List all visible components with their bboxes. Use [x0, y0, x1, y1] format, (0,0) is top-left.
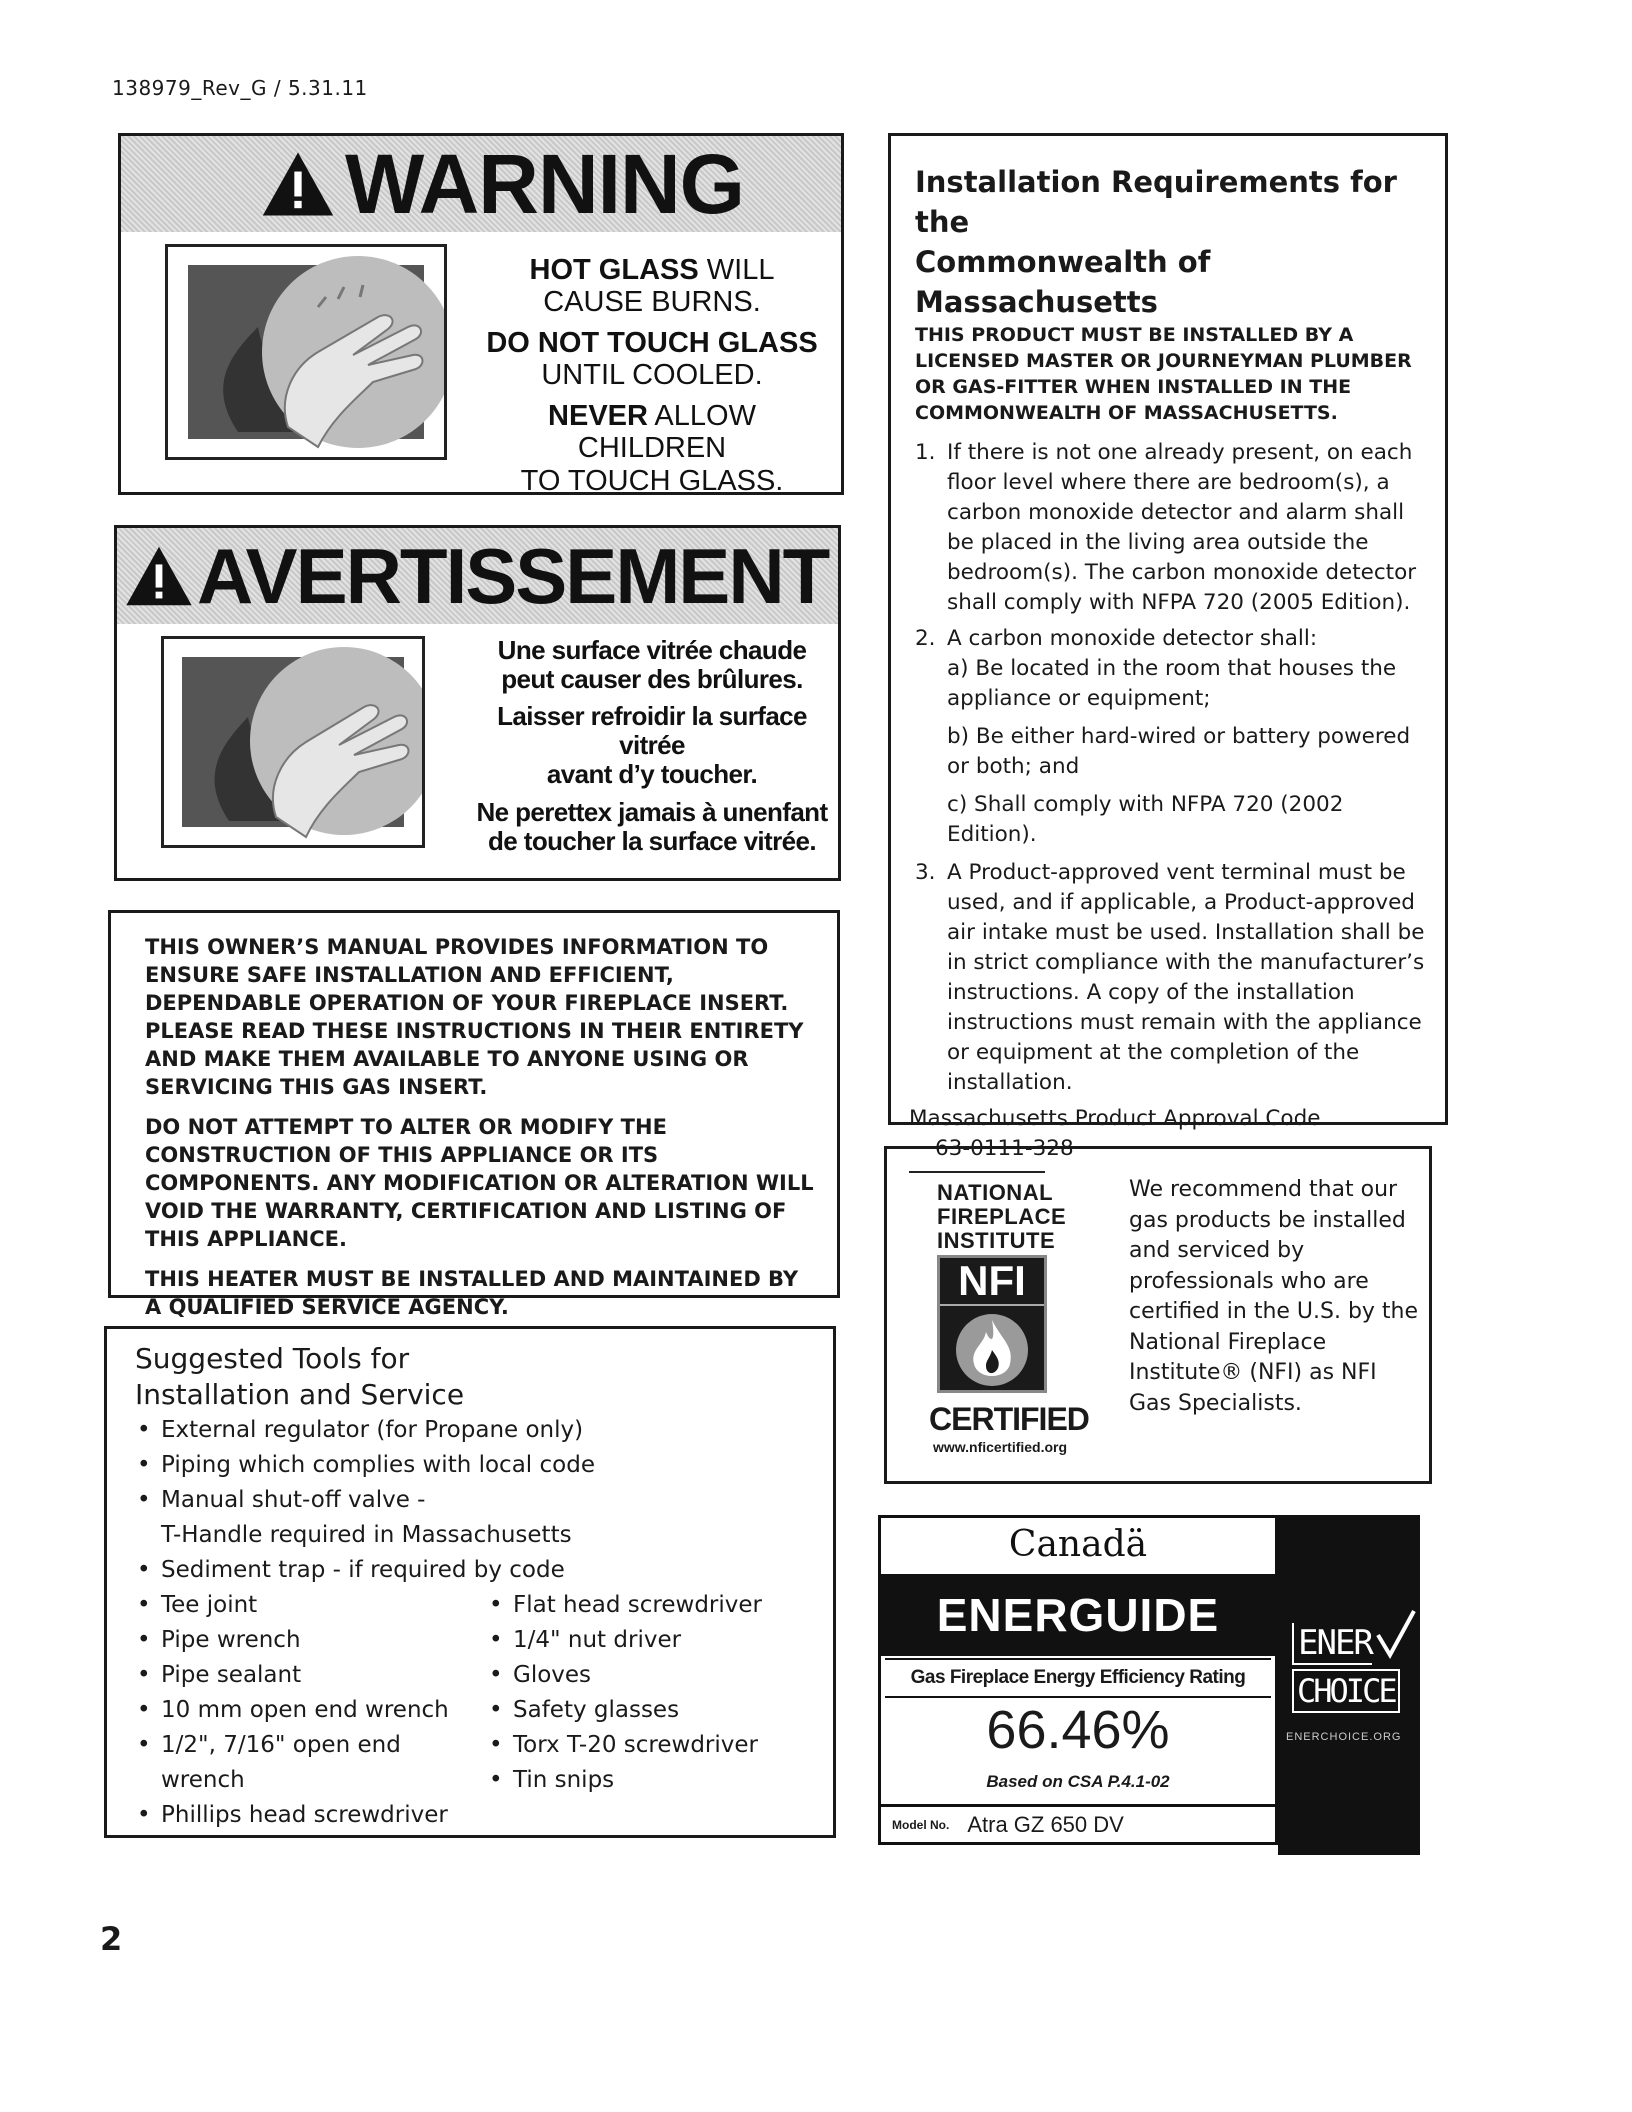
sub-item: a) Be located in the room that houses the appliance or equipment;: [947, 656, 1397, 711]
list-item: [915, 438, 1425, 618]
approval-code: 63-0111-328: [935, 1136, 1074, 1161]
sub-item: b) Be either hard-wired or battery powered or both; and: [947, 724, 1411, 779]
notice-paragraph-3: THIS HEATER MUST BE INSTALLED AND MAINTAINED BY A QUALIFIED SERVICE AGENCY.: [145, 1267, 799, 1319]
warn-line-1: WILL: [698, 254, 775, 286]
avertissement-title: AVERTISSEMENT: [197, 532, 829, 620]
warning-text-en: [477, 254, 827, 505]
sub-item: c) Shall comply with NFPA 720 (2002 Edition).: [947, 792, 1344, 847]
co-detector-sublist: [947, 654, 1425, 850]
efficiency-rating: 66.46%: [986, 1700, 1170, 1760]
model-row: [878, 1804, 1278, 1842]
fr-line-2: peut causer des brûlures.: [501, 664, 803, 695]
warn-line-5: ALLOW CHILDREN: [577, 399, 756, 465]
list-item: • 1/4" nut driver: [487, 1623, 762, 1658]
nfi-rule: [909, 1171, 1045, 1173]
nfi-certification-box: [884, 1146, 1432, 1484]
notice-paragraph-1: THIS OWNER’S MANUAL PROVIDES INFORMATION TO ENSURE SAFE INSTALLATION AND EFFICIENT, DEPENDABLE OPERATION OF YOUR FIREPLACE INSERT. PLEASE READ THESE INSTRUCTIONS IN THEIR ENTIRETY AND MAKE THEM AVAILABLE TO ANYONE USING OR SERVICING THIS GAS INSERT.: [145, 935, 804, 1099]
hot-glass-pictogram: [165, 244, 447, 460]
item-number: 1.: [915, 440, 936, 465]
list-item: • 1/2", 7/16" open end wrench: [135, 1728, 487, 1798]
warning-triangle-icon: [261, 151, 335, 217]
avertissement-title-bar: [117, 528, 838, 624]
ma-title-line-1: Installation Requirements for the: [915, 165, 1397, 239]
rating-label: Gas Fireplace Energy Efficiency Rating: [885, 1658, 1271, 1698]
list-item: [135, 1483, 817, 1553]
fr-line-4: avant d’y toucher.: [546, 759, 758, 790]
massachusetts-list: [915, 438, 1425, 1098]
flame-hand-icon: [164, 639, 422, 845]
tools-title-line-1: Suggested Tools for: [135, 1342, 410, 1375]
tools-right-column: [487, 1588, 762, 1833]
nfi-name-line-2: FIREPLACE: [937, 1204, 1067, 1229]
warn-line-3-bold: DO NOT TOUCH GLASS: [486, 326, 818, 359]
valve-note: T-Handle required in Massachusetts: [161, 1522, 572, 1548]
warn-line-1-bold: HOT GLASS: [529, 254, 699, 286]
tools-columns: [135, 1588, 817, 1833]
fr-line-3: Laisser refroidir la surface vitrée: [497, 701, 807, 761]
item-text: A carbon monoxide detector shall:: [947, 626, 1318, 651]
approval-code-label: Massachusetts Product Approval Code: [909, 1106, 1321, 1131]
item-text: A Product-approved vent terminal must be used, and if applicable, a Product-approved air intake must be used. Installation shall be in strict compliance with the manufacturer’s instructions. A copy of the installation instructions must remain with the appliance or equipment at the completion of the installation.: [947, 860, 1425, 1095]
warning-panel-en: [118, 133, 844, 495]
list-item: • Tee joint: [135, 1588, 487, 1623]
item-number: 3.: [915, 860, 936, 885]
enerchoice-line-1: ENER: [1292, 1623, 1372, 1665]
massachusetts-caps-notice: THIS PRODUCT MUST BE INSTALLED BY A LICENSED MASTER OR JOURNEYMAN PLUMBER OR GAS-FITTER WHEN INSTALLED IN THE COMMONWEALTH OF MASSACHUSETTS.: [915, 324, 1412, 424]
flame-hand-icon: [168, 247, 444, 457]
list-item: • Safety glasses: [487, 1693, 762, 1728]
nfi-url: www.nficertified.org: [933, 1439, 1068, 1455]
owners-manual-notice: [108, 910, 840, 1319]
nfi-certified: CERTIFIED: [929, 1401, 1089, 1437]
energuide-label: [878, 1515, 1278, 1845]
tools-list: [135, 1413, 817, 1588]
model-number: Atra GZ 650 DV: [967, 1811, 1124, 1837]
list-item: [915, 858, 1425, 1098]
warn-line-6: TO TOUCH GLASS.: [520, 464, 784, 497]
warning-title-bar: [121, 136, 841, 232]
energuide-logo-bar: [881, 1574, 1275, 1656]
list-item: • Flat head screwdriver: [487, 1588, 762, 1623]
list-item: • Pipe wrench: [135, 1623, 487, 1658]
fr-line-5: Ne perettex jamais à unenfant: [476, 796, 828, 827]
list-item: • Pipe sealant: [135, 1658, 487, 1693]
nfi-name-line-1: NATIONAL: [937, 1180, 1054, 1205]
model-label: Model No.: [892, 1817, 950, 1832]
item-number: 2.: [915, 626, 936, 651]
warning-title: WARNING: [345, 137, 744, 231]
warning-text-fr: [467, 636, 837, 864]
checkmark-icon: [1376, 1609, 1416, 1659]
massachusetts-requirements-box: [888, 133, 1448, 1161]
massachusetts-title: [915, 162, 1425, 322]
item-text: If there is not one already present, on each floor level where there are bedroom(s), a carbon monoxide detector and alarm shall be placed in the living area outside the bedroom(s). The carbon monoxide detector shall comply with NFPA 720 (2005 Edition).: [947, 440, 1417, 615]
warning-panel-fr: [114, 525, 841, 881]
list-item: [915, 624, 1425, 850]
list-item: • Gloves: [487, 1658, 762, 1693]
document-code: 138979_Rev_G / 5.31.11: [112, 76, 368, 100]
list-item: • Piping which complies with local code: [135, 1448, 817, 1483]
tools-left-column: [135, 1588, 487, 1833]
fr-line-1: Une surface vitrée chaude: [497, 635, 807, 665]
warn-line-4: UNTIL COOLED.: [541, 359, 763, 392]
warn-line-2: CAUSE BURNS.: [543, 286, 761, 319]
ma-title-line-2: Commonwealth of Massachusetts: [915, 245, 1211, 319]
warning-triangle-icon: [125, 545, 193, 607]
nfi-logo-text: NFI: [940, 1258, 1044, 1306]
nfi-name: [937, 1181, 1066, 1253]
list-item: • Phillips head screwdriver: [135, 1798, 487, 1833]
list-item: • External regulator (for Propane only): [135, 1413, 817, 1448]
enerchoice-url: ENERCHOICE.ORG: [1286, 1731, 1402, 1743]
nfi-logo: [937, 1255, 1047, 1393]
canada-wordmark: Canadä: [1008, 1524, 1148, 1565]
suggested-tools-box: [104, 1326, 836, 1838]
fr-line-6: de toucher la surface vitrée.: [488, 825, 816, 856]
page-number: 2: [100, 1920, 123, 1958]
energuide-logo: ENERGUIDE: [936, 1589, 1220, 1641]
tools-title-line-2: Installation and Service: [135, 1378, 465, 1411]
notice-paragraph-2: DO NOT ATTEMPT TO ALTER OR MODIFY THE CONSTRUCTION OF THIS APPLIANCE OR ITS COMPONENTS. ANY MODIFICATION OR ALTERATION WILL VOID THE WARRANTY, CERTIFICATION AND LISTING OF THIS APPLIANCE.: [145, 1115, 814, 1251]
list-item: • Tin snips: [487, 1763, 762, 1798]
warn-line-5-bold: NEVER: [548, 399, 648, 432]
rating-basis: Based on CSA P.4.1-02: [986, 1772, 1170, 1791]
enerchoice-badge: [1278, 1515, 1420, 1855]
list-item: • Sediment trap - if required by code: [135, 1553, 817, 1588]
nfi-name-line-3: INSTITUTE: [937, 1228, 1056, 1253]
list-item: • Torx T-20 screwdriver: [487, 1728, 762, 1763]
valve-item: Manual shut-off valve -: [161, 1487, 426, 1513]
nfi-recommendation: We recommend that our gas products be installed and serviced by professionals who are certified in the U.S. by the National Fireplace Institute® (NFI) as NFI Gas Specialists.: [1129, 1177, 1419, 1416]
hot-glass-pictogram-fr: [161, 636, 425, 848]
tools-title: [135, 1341, 817, 1413]
flame-icon: [940, 1306, 1044, 1392]
enerchoice-line-2: CHOICE: [1292, 1669, 1400, 1713]
list-item: • 10 mm open end wrench: [135, 1693, 487, 1728]
